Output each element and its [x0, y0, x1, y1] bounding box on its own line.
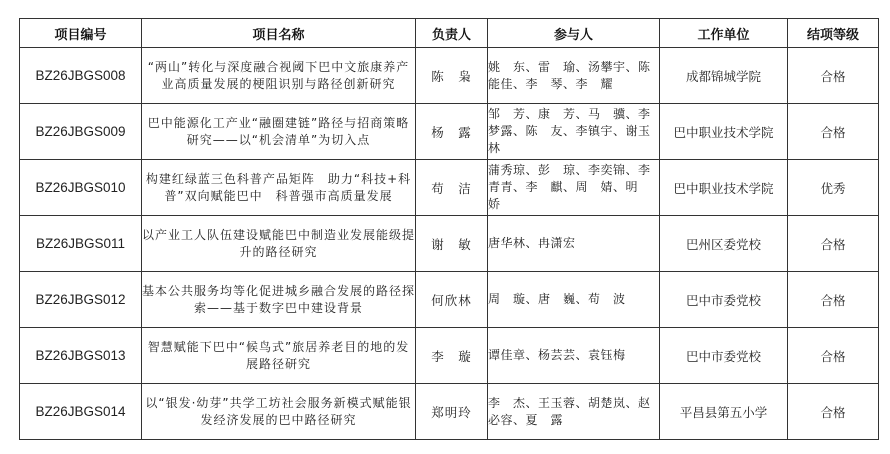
header-leader: 负责人	[416, 19, 488, 48]
grade-cell: 优秀	[788, 160, 879, 216]
project-name-cell: 构建红绿蓝三色科普产品矩阵 助力“科技+科普”双向赋能巴中 科普强市高质量发展	[142, 160, 416, 216]
leader-cell: 苟 洁	[416, 160, 488, 216]
project-name-cell: 以产业工人队伍建设赋能巴中制造业发展能级提升的路径研究	[142, 216, 416, 272]
leader-cell: 谢 敏	[416, 216, 488, 272]
table-row	[20, 48, 879, 104]
leader-cell: 何欣林	[416, 272, 488, 328]
table-row	[20, 272, 879, 328]
project-results-table	[19, 18, 879, 440]
participants-cell: 邹 芳、康 芳、马 骥、李梦露、陈 友、李镇宇、谢玉林	[488, 104, 660, 160]
project-code-cell: BZ26JBGS010	[20, 160, 142, 216]
work-unit-cell: 成都锦城学院	[660, 48, 788, 104]
project-code-cell: BZ26JBGS008	[20, 48, 142, 104]
project-code-cell: BZ26JBGS012	[20, 272, 142, 328]
grade-cell: 合格	[788, 384, 879, 440]
work-unit-cell: 巴中职业技术学院	[660, 160, 788, 216]
work-unit-cell: 巴中市委党校	[660, 328, 788, 384]
leader-cell: 郑明玲	[416, 384, 488, 440]
work-unit-cell: 平昌县第五小学	[660, 384, 788, 440]
header-participants: 参与人	[488, 19, 660, 48]
project-name-cell: “两山”转化与深度融合视阈下巴中文旅康养产业高质量发展的梗阻识别与路径创新研究	[142, 48, 416, 104]
work-unit-cell: 巴中职业技术学院	[660, 104, 788, 160]
table-row	[20, 328, 879, 384]
leader-cell: 杨 露	[416, 104, 488, 160]
table-row	[20, 160, 879, 216]
table-row	[20, 104, 879, 160]
project-name-cell: 巴中能源化工产业“融圈建链”路径与招商策略研究——以“机会清单”为切入点	[142, 104, 416, 160]
participants-cell: 周 璇、唐 巍、苟 波	[488, 272, 660, 328]
grade-cell: 合格	[788, 272, 879, 328]
leader-cell: 李 璇	[416, 328, 488, 384]
participants-cell: 姚 东、雷 瑜、汤攀宇、陈能佳、李 琴、李 耀	[488, 48, 660, 104]
project-name-cell: 以“银发·幼芽”共学工坊社会服务新模式赋能银发经济发展的巴中路径研究	[142, 384, 416, 440]
header-project-code: 项目编号	[20, 19, 142, 48]
work-unit-cell: 巴中市委党校	[660, 272, 788, 328]
table-row	[20, 216, 879, 272]
grade-cell: 合格	[788, 48, 879, 104]
participants-cell: 李 杰、王玉蓉、胡楚岚、赵必容、夏 露	[488, 384, 660, 440]
project-code-cell: BZ26JBGS011	[20, 216, 142, 272]
participants-cell: 唐华林、冉潇宏	[488, 216, 660, 272]
work-unit-cell: 巴州区委党校	[660, 216, 788, 272]
header-row	[20, 19, 879, 48]
grade-cell: 合格	[788, 328, 879, 384]
participants-cell: 谭佳章、杨芸芸、袁钰梅	[488, 328, 660, 384]
project-code-cell: BZ26JBGS014	[20, 384, 142, 440]
project-name-cell: 基本公共服务均等化促进城乡融合发展的路径探索——基于数字巴中建设背景	[142, 272, 416, 328]
leader-cell: 陈 枭	[416, 48, 488, 104]
project-name-cell: 智慧赋能下巴中“候鸟式”旅居养老目的地的发展路径研究	[142, 328, 416, 384]
grade-cell: 合格	[788, 104, 879, 160]
header-work-unit: 工作单位	[660, 19, 788, 48]
header-project-name: 项目名称	[142, 19, 416, 48]
project-code-cell: BZ26JBGS009	[20, 104, 142, 160]
header-completion-grade: 结项等级	[788, 19, 879, 48]
table-row	[20, 384, 879, 440]
project-code-cell: BZ26JBGS013	[20, 328, 142, 384]
participants-cell: 蒲秀琼、彭 琼、李奕锦、李青青、李 麒、周 婧、明 娇	[488, 160, 660, 216]
grade-cell: 合格	[788, 216, 879, 272]
